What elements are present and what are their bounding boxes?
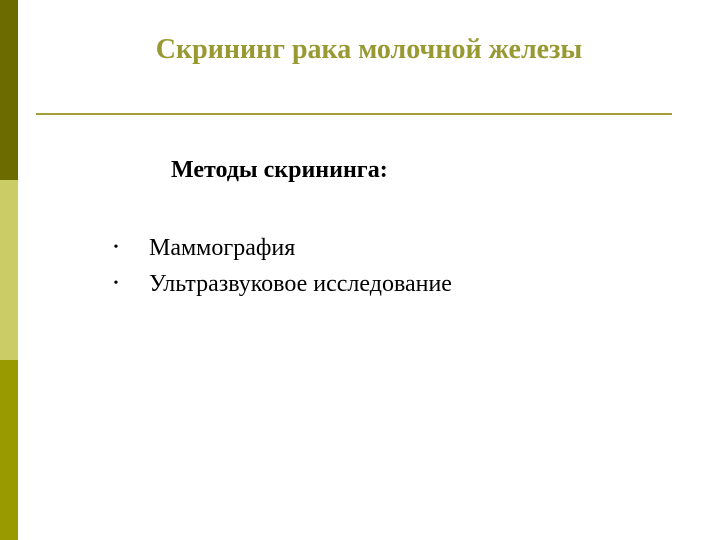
sidebar-accent-top <box>0 0 18 180</box>
slide-subtitle: Методы скрининга: <box>171 157 388 183</box>
bullet-icon: • <box>113 276 119 291</box>
bullet-text: Ультразвуковое исследование <box>149 271 452 297</box>
bullet-icon: • <box>113 240 119 255</box>
slide-title: Скрининг рака молочной железы <box>155 34 583 65</box>
title-divider <box>36 113 672 115</box>
sidebar-accent-bottom <box>0 360 18 540</box>
bullet-text: Маммография <box>149 235 296 261</box>
sidebar-accent-middle <box>0 180 18 360</box>
